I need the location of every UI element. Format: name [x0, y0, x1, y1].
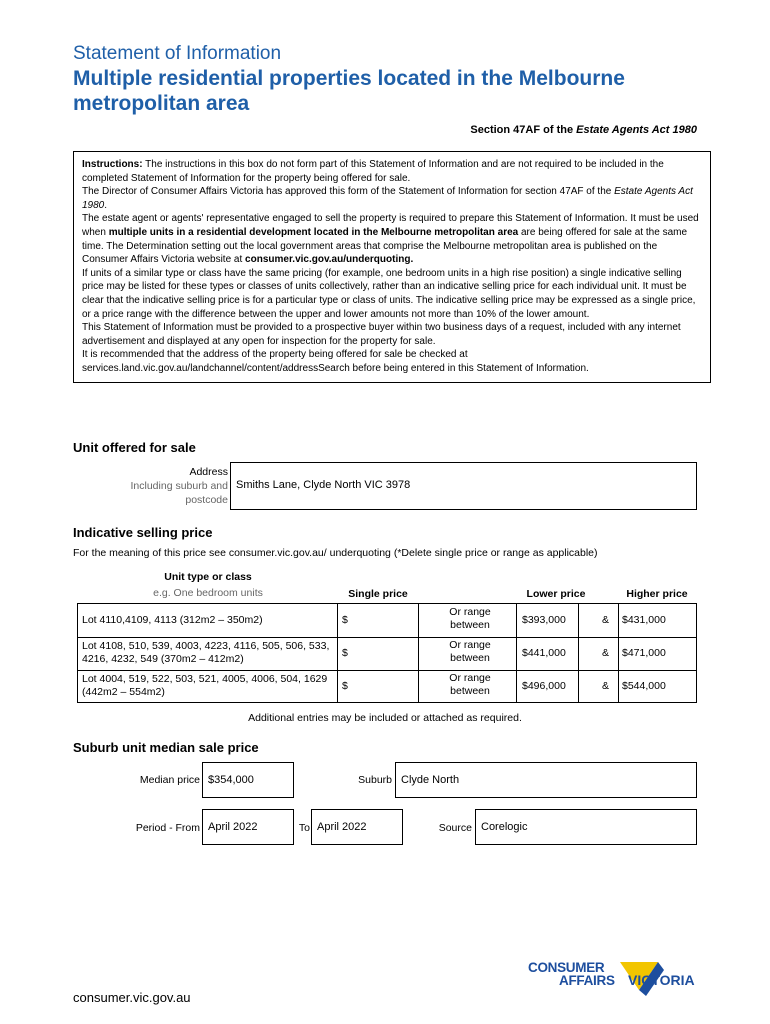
or-range-line1: Or range [449, 672, 491, 684]
divider [78, 637, 696, 638]
row3-lower[interactable]: $496,000 [522, 680, 566, 692]
address-label-line1: Address [189, 466, 228, 478]
row3-amp: & [602, 680, 610, 692]
period-from-label: Period - From [135, 822, 200, 834]
source-field[interactable] [475, 809, 697, 845]
row1-or-range [420, 606, 520, 632]
divider [78, 670, 696, 671]
section-reference [470, 124, 697, 136]
logo-text-affairs: AFFAIRS [559, 973, 615, 988]
additional-entries-note: Additional entries may be included or attached as required. [248, 712, 522, 724]
instructions-p2b: . [104, 199, 108, 211]
instructions-p4: If units of a similar type or class have the same pricing (for example, one bedroom units in a high rise position) a single indicative selling price may be listed for these types or classes of units collectively, rather than an indicative selling price for each individual unit. It must be clear that the indicative selling price is for a particular type or class of units. The indicative selling price may be expressed as a single price, or a price range with the difference between the upper and lower amounts not more than 10% of the lower amount. [82, 267, 696, 320]
instructions-p3a: The estate agent or agents' representative engaged to sell the property is required to prepare this Statement of Information. It must be used when [82, 213, 699, 238]
row3-single[interactable]: $ [342, 680, 348, 692]
median-price-label: Median price [139, 774, 200, 786]
instructions-p6: It is recommended that the address of the property being offered for sale be checked at services.land.vic.gov.au/landchannel/content/addressSearch before being entered in this Statement of Information. [82, 349, 589, 374]
row1-single[interactable]: $ [342, 614, 348, 626]
address-field[interactable] [230, 462, 697, 510]
document-title: Multiple residential properties located in the Melbourne metropolitan area [73, 67, 625, 115]
document-subtitle: Statement of Information [73, 43, 282, 64]
instructions-p2 [82, 185, 702, 212]
address-label [100, 465, 228, 507]
col-header-single: Single price [348, 588, 408, 600]
or-range-line1: Or range [449, 639, 491, 651]
row1-higher[interactable]: $431,000 [622, 614, 666, 626]
period-to-label: To [298, 822, 310, 834]
instructions-box [73, 151, 711, 383]
instructions-p3b: are being offered for sale at the same time. The Determination setting out the local government areas that comprise the Melbourne metropolitan area is published on the Consumer Affairs Victoria website at [82, 226, 688, 266]
footer-url[interactable]: consumer.vic.gov.au [73, 990, 191, 1005]
instructions-p3 [82, 212, 702, 266]
period-to-field[interactable] [311, 809, 403, 845]
col-header-lower: Lower price [526, 588, 586, 600]
row2-type: Lot 4108, 510, 539, 4003, 4223, 4116, 505, 506, 533, 4216, 4232, 549 (370m2 – 412m2) [82, 640, 330, 665]
instructions-p1 [82, 158, 702, 185]
section-prefix: Section 47AF of the [470, 124, 577, 136]
median-price-field[interactable] [202, 762, 294, 798]
instructions-p2-act: Estate Agents Act 1980 [82, 186, 693, 211]
unit-offered-heading: Unit offered for sale [73, 440, 196, 455]
source-label: Source [438, 822, 472, 834]
row2-lower[interactable]: $441,000 [522, 647, 566, 659]
address-label-line2: Including suburb and [130, 480, 228, 492]
section-act: Estate Agents Act 1980 [576, 124, 697, 136]
period-from-field[interactable] [202, 809, 294, 845]
suburb-field[interactable] [395, 762, 697, 798]
or-range-line2: between [450, 652, 490, 664]
row3-higher[interactable]: $544,000 [622, 680, 666, 692]
divider [618, 604, 619, 702]
median-heading: Suburb unit median sale price [73, 740, 259, 755]
divider [337, 604, 338, 702]
indicative-heading: Indicative selling price [73, 525, 213, 540]
instructions-label: Instructions: [82, 159, 143, 170]
divider [418, 604, 419, 702]
row3-type: Lot 4004, 519, 522, 503, 521, 4005, 4006, 504, 1629 (442m2 – 554m2) [82, 673, 328, 698]
underquoting-link[interactable]: consumer.vic.gov.au/underquoting. [245, 254, 414, 266]
instructions-p2a: The Director of Consumer Affairs Victoria has approved this form of the Statement of Information for section 47AF of the [82, 186, 615, 198]
col-header-higher: Higher price [626, 588, 688, 600]
row3-or-range [420, 672, 520, 698]
period-to-value: April 2022 [317, 821, 367, 833]
row2-amp: & [602, 647, 610, 659]
instructions-p3-bold: multiple units in a residential development located in the Melbourne metropolitan area [108, 226, 519, 238]
suburb-value: Clyde North [401, 774, 460, 786]
instructions-p1-text: The instructions in this box do not form part of this Statement of Information and are not required to be included in the completed Statement of Information for the property being offered for sale. [82, 159, 664, 184]
logo-text-victoria: VICTORIA [628, 972, 695, 988]
median-price-value: $354,000 [208, 774, 254, 786]
indicative-note: For the meaning of this price see consumer.vic.gov.au/ underquoting (*Delete single price or range as applicable) [73, 547, 598, 559]
suburb-label: Suburb [358, 774, 392, 786]
row1-lower[interactable]: $393,000 [522, 614, 566, 626]
period-from-value: April 2022 [208, 821, 258, 833]
row2-or-range [420, 639, 520, 665]
source-value: Corelogic [481, 821, 528, 833]
divider [578, 604, 579, 702]
logo-text-consumer: CONSUMER [528, 960, 605, 975]
instructions-p5: This Statement of Information must be provided to a prospective buyer within two business days of a request, included with any internet advertisement and displayed at any open for inspection for the property for sale. [82, 322, 681, 347]
address-value: Smiths Lane, Clyde North VIC 3978 [236, 479, 411, 491]
col-header-type: Unit type or class [164, 571, 252, 583]
col-header-type-example: e.g. One bedroom units [153, 587, 263, 599]
or-range-line2: between [450, 685, 490, 697]
consumer-affairs-victoria-logo [528, 960, 708, 1010]
or-range-line1: Or range [449, 606, 491, 618]
row1-type: Lot 4110,4109, 4113 (312m2 – 350m2) [82, 614, 263, 626]
row1-amp: & [602, 614, 610, 626]
or-range-line2: between [450, 619, 490, 631]
address-label-line3: postcode [185, 494, 228, 506]
row2-higher[interactable]: $471,000 [622, 647, 666, 659]
row2-single[interactable]: $ [342, 647, 348, 659]
